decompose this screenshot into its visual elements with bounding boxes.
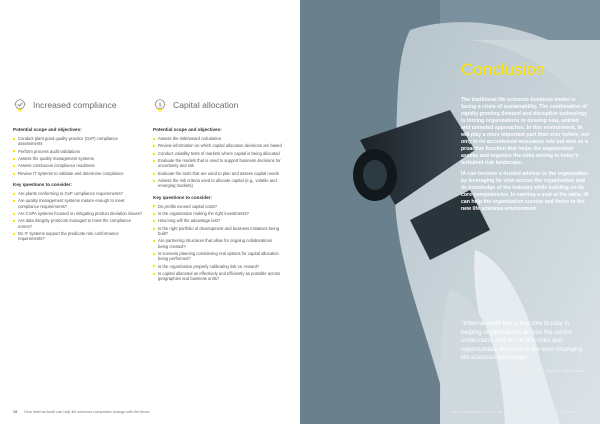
- list-item: Perform process audit validations: [13, 149, 143, 154]
- page-number: 29: [582, 410, 587, 414]
- right-footer: [451, 410, 587, 414]
- list-item: Assess continuous compliance readiness: [13, 163, 143, 168]
- group-heading: Potential scope and objectives:: [153, 127, 222, 132]
- section-header: [153, 97, 283, 113]
- group-heading: Key questions to consider:: [13, 181, 72, 187]
- bullet-list: [153, 204, 283, 282]
- section-header: [13, 97, 143, 113]
- list-item: Are partnering structures that allow for ongoing collaborations being created?: [153, 238, 283, 248]
- bullet-list: [13, 136, 143, 176]
- group-heading: Potential scope and objectives:: [13, 127, 82, 132]
- list-item: Assess the quality management systems: [13, 156, 143, 161]
- section-increased-compliance: [13, 97, 143, 244]
- list-item: Is the right portfolio of development and business initiatives being built?: [153, 226, 283, 236]
- group-heading: Key questions to consider:: [153, 194, 212, 200]
- paragraph: IA can become a trusted advisor to the organization by leveraging its view across the organization and its knowledge of the industry while building on its core competencies. In earning a seat at the table, IA can help the organization survive and thrive in the new life sciences environment.: [461, 171, 589, 212]
- dollar-bulb-icon: [153, 98, 167, 112]
- footer-text: How Internal Audit can help life sciences companies change with the times: [450, 410, 576, 414]
- pull-quote: "Internal Audit has a key role to play in helping organizations across the sector understand and act on the risks and opportunities inherent in the ever-changing life sciences landscape.": [461, 320, 583, 362]
- page-title: Conclusion: [461, 60, 546, 79]
- footer-text: How Internal Audit can help life sciences companies change with the times: [24, 410, 150, 414]
- section-title: Capital allocation: [173, 100, 239, 110]
- left-footer: [13, 410, 149, 414]
- list-item: Review information on which capital allocation decisions are based: [153, 143, 283, 148]
- list-item: Is capital allocated as effectively and efficiently as possible across geographies and business units?: [153, 271, 283, 281]
- list-item: Conduct volatility tests of markets where capital is being allocated: [153, 151, 283, 156]
- list-item: Conduct plant good quality practice (GxP) compliance assessments: [13, 136, 143, 146]
- list-item: Review IT systems to validate and determine compliance: [13, 171, 143, 176]
- list-item: Evaluate the tools that are used to plan and assess capital needs: [153, 171, 283, 176]
- list-item: Are CAPA systems focused on mitigating product deviation issues?: [13, 211, 143, 216]
- svg-text:$: $: [158, 102, 162, 109]
- bullet-list: [153, 136, 283, 189]
- list-item: Evaluate the models that is used to support business decisions for uncertainty and risk: [153, 158, 283, 168]
- bullet-list: [13, 191, 143, 241]
- list-item: Assess the risk criteria used to allocate capital (e.g., volatile and emerging markets): [153, 178, 283, 188]
- list-item: Assess the risk/reward calculation: [153, 136, 283, 141]
- page-number: 28: [13, 410, 18, 414]
- list-item: Are quality management systems mature enough to meet compliance requirements?: [13, 198, 143, 208]
- list-item: Do IT systems support the predicate rule conformance requirements?: [13, 231, 143, 241]
- list-item: Are plants conforming to GxP compliance requirements?: [13, 191, 143, 196]
- section-capital-allocation: [153, 97, 283, 284]
- list-item: Is the organization properly calibrating risk vs. reward?: [153, 264, 283, 269]
- list-item: Do profits exceed capital costs?: [153, 204, 283, 209]
- quote-attribution: Michael J. O'Leary, EY Global Leader: [519, 368, 586, 373]
- list-item: Is scenario planning considering real options for capital allocation being performed?: [153, 251, 283, 261]
- conclusion-body: [461, 97, 589, 217]
- section-title: Increased compliance: [33, 100, 117, 110]
- list-item: Is the organization making the right investments?: [153, 211, 283, 216]
- list-item: How long will the advantage last?: [153, 218, 283, 223]
- paragraph: The traditional life sciences business model is facing a crisis of sustainability. The combination of rapidly growing demand and disruptive technology is forcing organizations to develop new, untried and untested approaches. In this environment, IA will play a more important part than ever before, not only in its accustomed assurance role but also as a proactive function that helps the organization assess and organize the risks arising in today's turbulent risk landscape.: [461, 97, 589, 166]
- list-item: Are data integrity protocols managed to meet the compliance norms?: [13, 218, 143, 228]
- checkmark-bulb-icon: [13, 98, 27, 112]
